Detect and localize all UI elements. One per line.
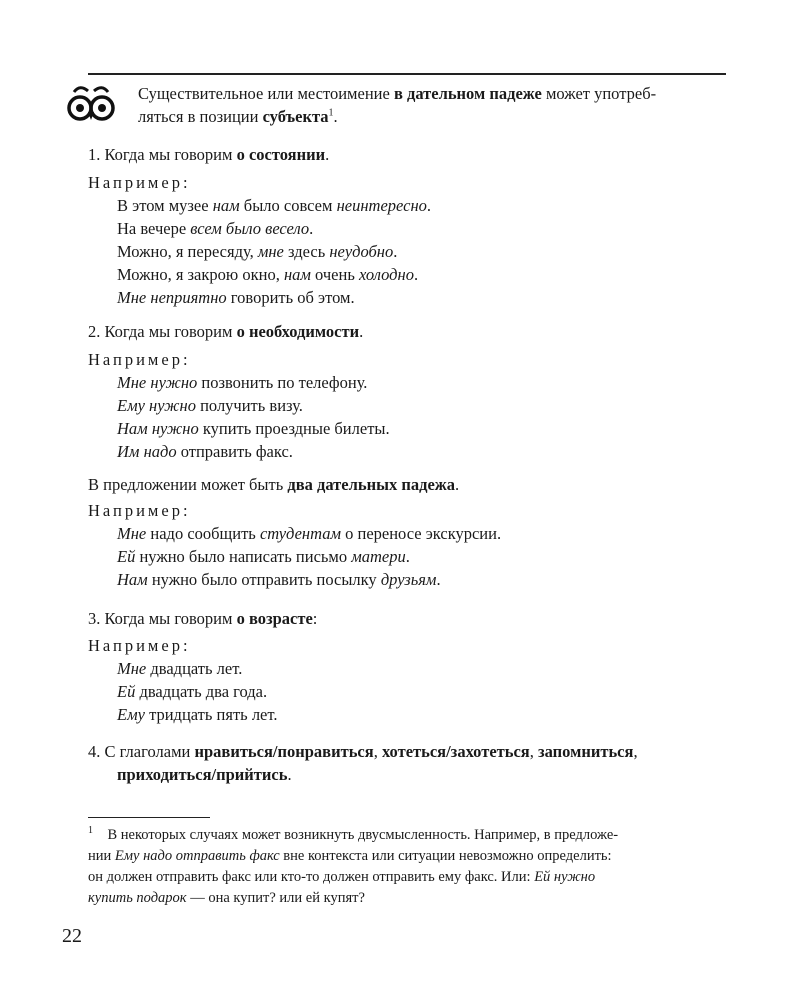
top-divider [88,73,726,75]
example-line: На вечере всем было весело. [117,219,314,238]
footnote-line: он должен отправить факс или кто-то должен отправить ему факс. Или: Ей нужно [88,869,596,885]
example-label: Например: [88,350,191,369]
footnote-line: $^1$ В некоторых случаях может возникнуть двусмысленность. Например, в предложе- [88,825,619,843]
footnote-line: купить подарок — она купит? или ей купят? [88,890,365,906]
example-label: Например: [88,501,191,520]
footnote-line: нии Ему надо отправить факс вне контекста или ситуации невозможно определить: [88,848,612,864]
example-line: В этом музее нам было совсем неинтересно. [117,196,432,215]
two-datives-heading: В предложении может быть два дательных падежа. [88,475,460,494]
example-line: Ей нужно было написать письмо матери. [117,547,410,566]
example-line: Им надо отправить факс. [117,442,293,461]
page-number: 22 [62,925,82,947]
example-line: Нам нужно было отправить посылку друзьям. [117,570,441,589]
example-line: Можно, я закрою окно, нам очень холодно. [117,265,419,284]
example-line: Нам нужно купить проездные билеты. [117,419,390,438]
section-4-heading: 4. С глаголами нравиться/понравиться, хотеться/захотеться, запомниться, [88,742,638,761]
example-line: Мне двадцать лет. [117,659,243,678]
section-2-heading: 2. Когда мы говорим о необходимости. [88,322,364,341]
example-line: Мне надо сообщить студентам о переносе экскурсии. [117,524,502,543]
section-4-continuation: приходиться/прийтись. [117,765,292,784]
example-line: Мне нужно позвонить по телефону. [117,373,368,392]
example-line: Ему тридцать пять лет. [117,705,278,724]
example-line: Можно, я пересяду, мне здесь неудобно. [117,242,398,261]
example-line: Ей двадцать два года. [117,682,268,701]
section-1-heading: 1. Когда мы говорим о состоянии. [88,145,330,164]
footnote-divider [88,817,210,818]
owl-icon [66,82,116,126]
example-line: Ему нужно получить визу. [117,396,303,415]
example-line: Мне неприятно говорить об этом. [117,288,355,307]
example-label: Например: [88,173,191,192]
intro-paragraph: Существительное или местоимение в дательном падеже может употреб- ляться в позиции субъекта$^1$. [138,84,657,126]
section-3-heading: 3. Когда мы говорим о возрасте: [88,609,318,628]
example-label: Например: [88,636,191,655]
